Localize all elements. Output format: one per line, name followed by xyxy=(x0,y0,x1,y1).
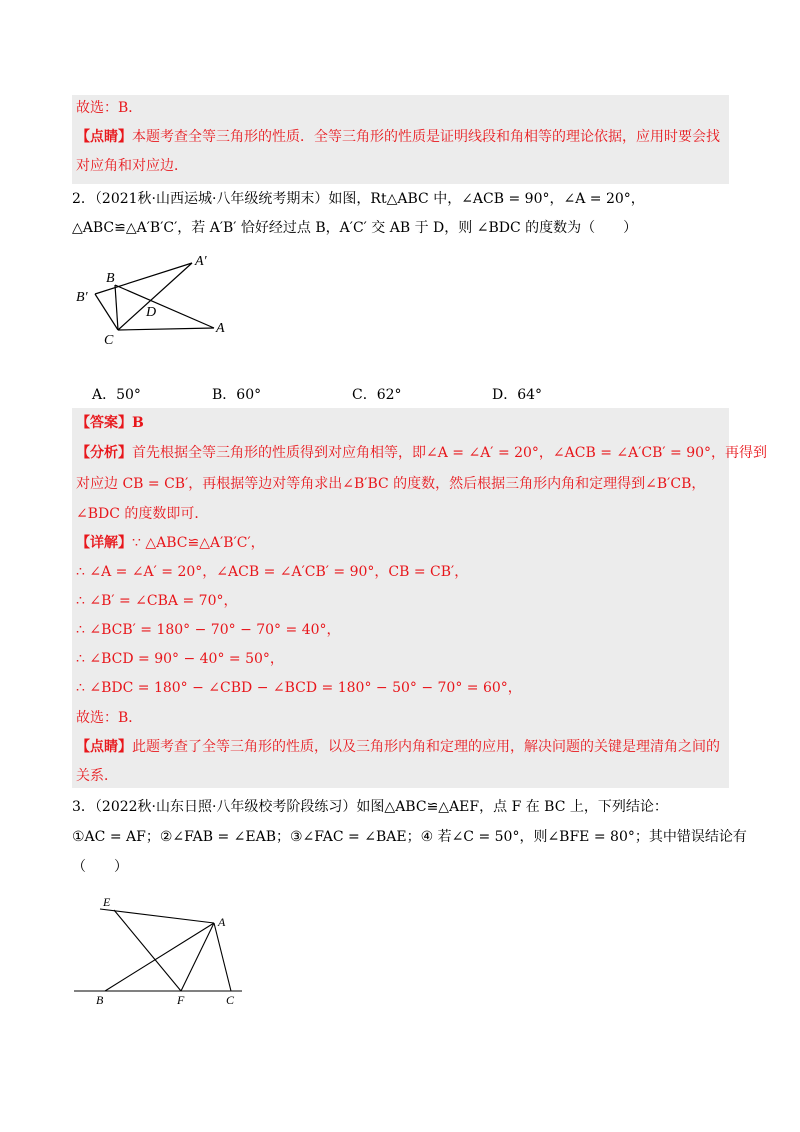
answer-line-1: 故选：B． xyxy=(76,100,143,116)
analysis-line-2: 对应边 CB = CB′，再根据等边对等角求出∠B′BC 的度数，然后根据三角形内角和定理得到∠B′CB， xyxy=(76,476,706,492)
detail-line-4: ∴ ∠BCD = 90° − 40° = 50°， xyxy=(76,651,284,667)
analysis-line-3: ∠BDC 的度数即可． xyxy=(76,506,209,522)
comment-text-2: 此题考查了全等三角形的性质，以及三角形内角和定理的应用，解决问题的关键是理清角之间的 xyxy=(132,739,720,755)
question-2-line-2: △ABC≌△A′B′C′，若 A′B′ 恰好经过点 B，A′C′ 交 AB 于 D，则 ∠BDC 的度数为（ ） xyxy=(72,220,638,236)
detail-line-2: ∴ ∠B′ = ∠CBA = 70°， xyxy=(76,593,238,609)
question-3-line-2: ①AC = AF；②∠FAB = ∠EAB；③∠FAC = ∠BAE；④ 若∠C = 50°，则∠BFE = 80°；其中错误结论有 xyxy=(72,829,747,845)
analysis-line-1 xyxy=(76,443,767,463)
comment-tag-2: 【点睛】 xyxy=(76,739,132,755)
label-b-3: B xyxy=(96,993,104,1007)
question-3-line-1: 3．（2022秋·山东日照·八年级校考阶段练习）如图△ABC≌△AEF，点 F 在 BC 上，下列结论： xyxy=(72,799,668,815)
question-3-line-3: （ ） xyxy=(72,859,128,875)
label-a: A xyxy=(216,321,225,336)
detail-line-0 xyxy=(76,533,265,553)
option-a[interactable]: A．50° xyxy=(92,387,141,403)
comment-line-1 xyxy=(76,127,720,147)
detail-line-5: ∴ ∠BDC = 180° − ∠CBD − ∠BCD = 180° − 50° − 70° = 60°， xyxy=(76,680,522,696)
label-c: C xyxy=(104,333,114,348)
question-2-figure xyxy=(70,248,250,348)
option-d[interactable]: D．64° xyxy=(492,387,543,403)
analysis-text-1: 首先根据全等三角形的性质得到对应角相等，即∠A = ∠A′ = 20°，∠ACB = ∠A′CB′ = 90°，再得到 xyxy=(132,445,768,461)
label-a-prime: A′ xyxy=(195,254,207,269)
detail-tag: 【详解】 xyxy=(76,535,132,551)
detail-line-1: ∴ ∠A = ∠A′ = 20°，∠ACB = ∠A′CB′ = 90°，CB = CB′， xyxy=(76,564,469,580)
analysis-tag: 【分析】 xyxy=(76,445,132,461)
label-c-3: C xyxy=(226,993,235,1007)
question-3-figure xyxy=(70,890,270,1015)
label-f: F xyxy=(177,993,185,1007)
question-2-line-1: 2．（2021秋·山西运城·八年级统考期末）如图，Rt△ABC 中，∠ACB = 90°，∠A = 20°， xyxy=(72,191,645,207)
label-a-3: A xyxy=(218,915,226,929)
comment-line-3 xyxy=(76,737,720,757)
comment-text: 本题考查全等三角形的性质．全等三角形的性质是证明线段和角相等的理论依据，应用时要会找 xyxy=(132,129,720,145)
label-b-prime: B′ xyxy=(76,290,88,305)
comment-tag: 【点睛】 xyxy=(76,129,132,145)
label-d: D xyxy=(146,305,157,320)
comment-line-4: 关系． xyxy=(76,768,118,784)
detail-line-3: ∴ ∠BCB′ = 180° − 70° − 70° = 40°， xyxy=(76,622,341,638)
detail-text-0: ∵ △ABC≌△A′B′C′， xyxy=(132,535,265,551)
label-b: B xyxy=(106,271,115,286)
comment-line-2: 对应角和对应边． xyxy=(76,158,188,174)
option-b[interactable]: B．60° xyxy=(212,387,262,403)
answer-tag: 【答案】B xyxy=(76,415,144,431)
label-e: E xyxy=(103,895,111,909)
choose-line: 故选：B． xyxy=(76,710,143,726)
option-c[interactable]: C．62° xyxy=(352,387,402,403)
